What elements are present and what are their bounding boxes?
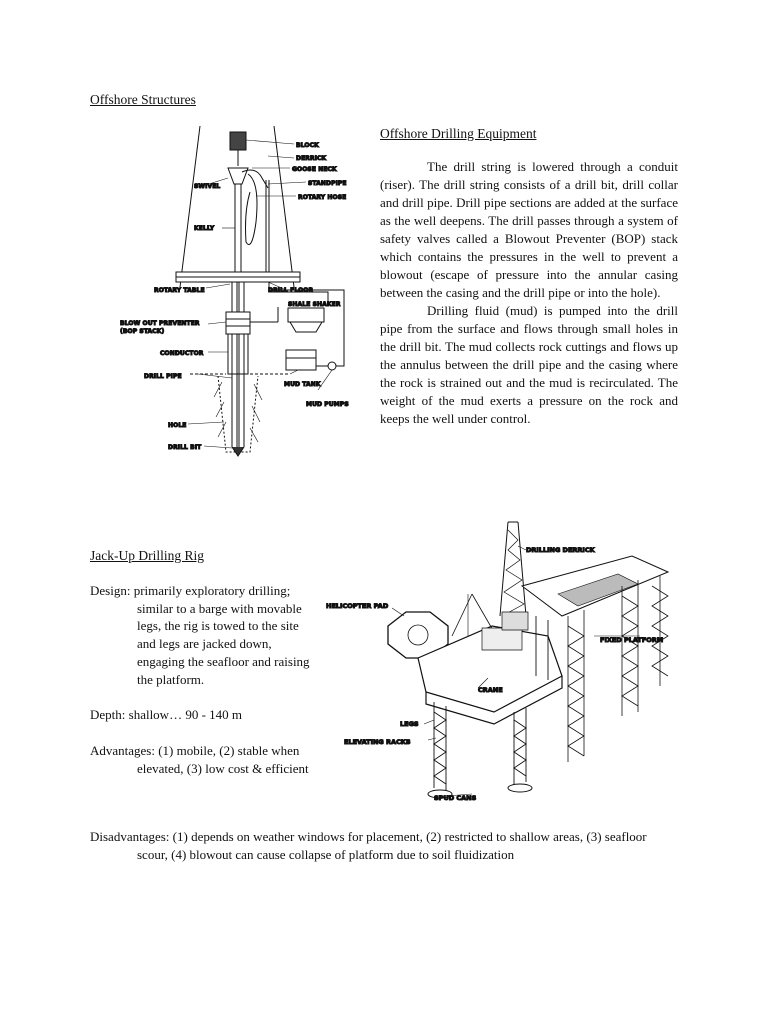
label-spud-cans: SPUD CANS	[434, 794, 477, 802]
rotary-hose-shape	[246, 174, 258, 245]
label-helicopter-pad: HELICOPTER PAD	[326, 602, 389, 610]
bop-stack-shape	[226, 312, 250, 334]
jackup-design: Design: primarily exploratory drilling; similar to a barge with movable legs, the rig is towed to the site and legs are jacked down, engaging the seafloor and raising the platform.	[90, 583, 310, 687]
shale-shaker-shape	[288, 308, 324, 322]
label-rotary-table: ROTARY TABLE	[154, 287, 205, 294]
label-elevating-racks: ELEVATING RACKS	[344, 738, 411, 746]
label-legs: LEGS	[400, 720, 419, 728]
label-fixed-platform: FIXED PLATFORM	[600, 636, 664, 644]
label-drilling-derrick: DRILLING DERRICK	[526, 546, 595, 554]
label-swivel: SWIVEL	[194, 183, 221, 190]
label-block: BLOCK	[296, 142, 319, 149]
drilling-paragraph-1: The drill string is lowered through a conduit (riser). The drill string consists of a drill bit, drill collar and drill pipe. Drill pipe sections are added at the surface as the well deepens. The drill passes through a system of safety valves called a Blowout Preventer (BOP) stack which contains the pressures in the well to prevent a blowout (escape of pressure into the annular casing between the casing and the drill pipe or into the hole).	[380, 159, 678, 300]
block-shape	[230, 132, 246, 150]
drilling-equipment-diagram	[118, 122, 380, 460]
drilling-equipment-heading: Offshore Drilling Equipment	[380, 126, 537, 141]
conductor-shape	[228, 334, 248, 374]
label-mud-tank: MUD TANK	[284, 381, 321, 388]
label-crane: CRANE	[478, 686, 503, 694]
label-goose-neck: GOOSE NECK	[292, 166, 337, 173]
label-bop: BLOW OUT PREVENTER	[120, 320, 200, 327]
jackup-depth: Depth: shallow… 90 - 140 m	[90, 707, 243, 723]
kelly-shape	[235, 184, 241, 279]
label-bop-stack: (BOP STACK)	[120, 328, 165, 335]
drilling-paragraph-2: Drilling fluid (mud) is pumped into the drill pipe from the surface and flows through small holes in the drill bit. The mud collects rock cuttings and flows up the annulus between the drill pipe and the casing where the rock is strained out and the mud is recirculated. The weight of the mud exerts a pressure on the rock and keeps the well under control.	[380, 303, 678, 426]
label-drill-pipe: DRILL PIPE	[144, 373, 182, 380]
jackup-disadvantages: Disadvantages: (1) depends on weather windows for placement, (2) restricted to shallow areas, (3) seafloor scour, (4) blowout can cause collapse of platform due to soil fluidization	[90, 829, 647, 862]
hole-shape	[218, 376, 258, 452]
label-kelly: KELLY	[194, 225, 215, 232]
mud-pump-shape	[328, 362, 336, 370]
spud-can-right	[508, 784, 532, 792]
label-hole: HOLE	[168, 422, 187, 429]
derrick-leg-left	[180, 126, 200, 287]
page-title: Offshore Structures	[90, 92, 196, 107]
label-mud-pumps: MUD PUMPS	[306, 401, 349, 408]
label-rotary-hose: ROTARY HOSE	[298, 194, 347, 201]
label-drill-bit: DRILL BIT	[168, 444, 202, 451]
drilling-derrick-shape	[500, 522, 526, 616]
label-standpipe: STANDPIPE	[308, 180, 347, 187]
jackup-rig-diagram	[322, 516, 682, 806]
mud-tank-shape	[286, 350, 316, 370]
drilling-equipment-section	[380, 126, 678, 428]
label-derrick: DERRICK	[296, 155, 327, 162]
jackup-advantages: Advantages: (1) mobile, (2) stable when elevated, (3) low cost & efficient	[90, 742, 309, 776]
label-drill-floor: DRILL FLOOR	[268, 287, 314, 294]
jackup-heading: Jack-Up Drilling Rig	[90, 548, 204, 563]
jackup-details	[90, 582, 312, 777]
jackup-disadvantages-block	[90, 828, 680, 863]
label-conductor: CONDUCTOR	[160, 350, 204, 357]
derrick-leg-right	[274, 126, 294, 287]
label-shale-shaker: SHALE SHAKER	[288, 301, 341, 308]
